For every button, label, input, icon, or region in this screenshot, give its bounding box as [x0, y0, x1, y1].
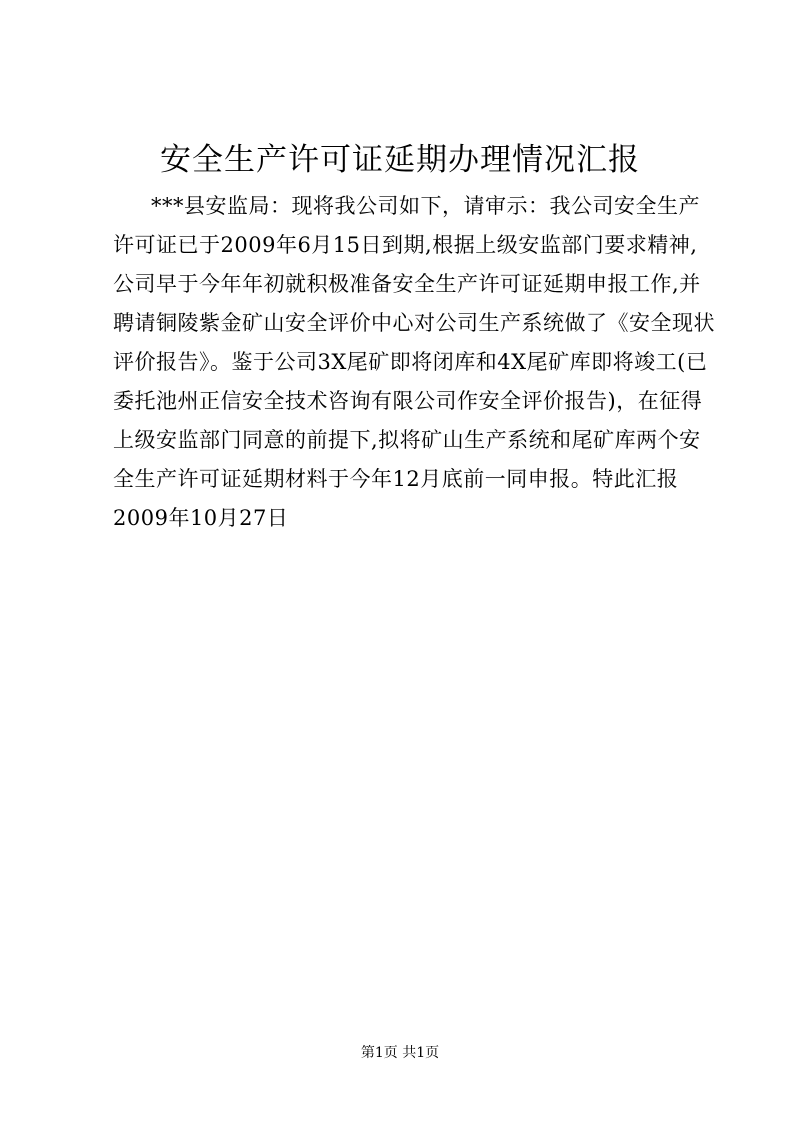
body-line-8: 全生产许可证延期材料于今年12月底前一同申报。特此汇报 — [113, 467, 679, 491]
body-line-4: 聘请铜陵紫金矿山安全评价中心对公司生产系统做了《安全现状 — [113, 311, 715, 335]
body-line-2: 许可证已于2009年6月15日到期,根据上级安监部门要求精神, — [113, 233, 698, 257]
body-line-5: 评价报告》。鉴于公司3X尾矿即将闭库和4X尾矿库即将竣工(已 — [113, 350, 708, 374]
body-line-1: ***县安监局：现将我公司如下，请审示：我公司安全生产 — [151, 194, 700, 218]
page-number-footer: 第1页 共1页 — [360, 1045, 440, 1061]
report-date: 2009年10月27日 — [113, 506, 289, 530]
body-line-3: 公司早于今年年初就积极准备安全生产许可证延期申报工作,并 — [113, 272, 701, 296]
body-line-7: 上级安监部门同意的前提下,拟将矿山生产系统和尾矿库两个安 — [113, 428, 701, 452]
document-title: 安全生产许可证延期办理情况汇报 — [160, 142, 640, 178]
report-body — [113, 187, 713, 538]
body-line-6: 委托池州正信安全技术咨询有限公司作安全评价报告)，在征得 — [113, 389, 703, 413]
